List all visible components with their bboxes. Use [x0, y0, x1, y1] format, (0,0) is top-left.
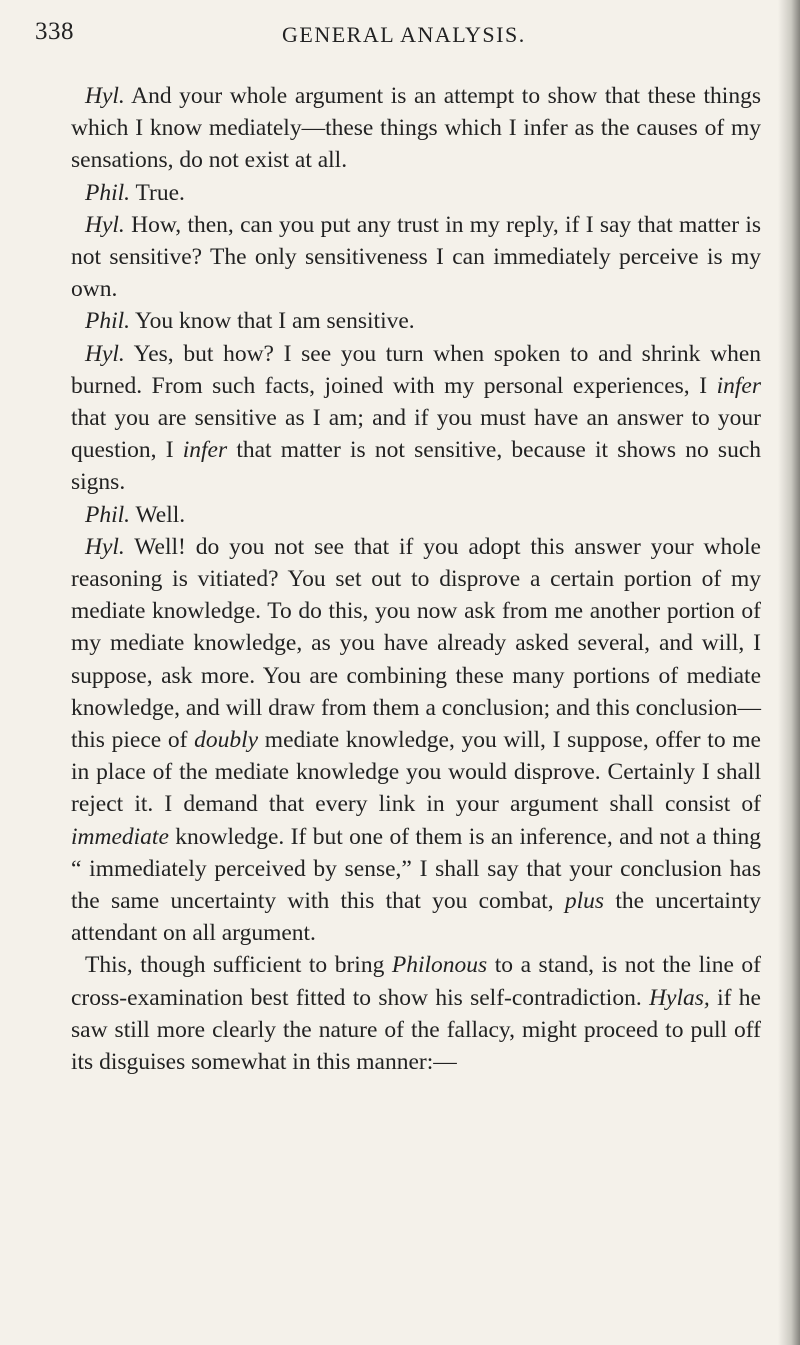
narrative-paragraph — [71, 949, 761, 1078]
dialogue-text: You know that I am sensitive. — [130, 308, 415, 335]
dialogue-text: mediate knowledge, you will, I suppose, offer to me in place of the mediate knowledge you would disprove. Certainly I shall reject it. I demand that every link in your argument shall consist of — [71, 727, 761, 818]
dialogue-text: True. — [130, 179, 185, 206]
emphasis-text: doubly — [194, 727, 259, 754]
narrative-text: if he saw still more clearly the nature of the fallacy, might proceed to pull off its disguises somewhat in this manner:— — [71, 984, 761, 1076]
page-number: 338 — [35, 18, 74, 45]
dialogue-paragraph-5 — [71, 338, 761, 499]
emphasis-text: infer — [182, 437, 228, 464]
speaker-label: Hyl. — [85, 533, 125, 560]
page-binding-shadow — [778, 0, 800, 1345]
dialogue-text: Well. — [130, 501, 186, 528]
speaker-label: Phil. — [85, 179, 131, 206]
dialogue-text: the uncertainty attendant on all argument. — [71, 888, 761, 947]
dialogue-text: And your whole argument is an attempt to show that these things which I know mediately—these things which I infer as the causes of my sensations, do not exist at all. — [71, 83, 761, 174]
emphasis-text: Philonous — [391, 952, 488, 979]
dialogue-paragraph-2 — [71, 177, 761, 209]
dialogue-text: knowledge. If but one of them is an inference, and not a thing “ immediately perceived by sense,” I shall say that your conclusion has the same uncertainty with this that you combat, — [71, 823, 761, 915]
emphasis-text: immediate — [71, 823, 169, 850]
dialogue-paragraph-3 — [71, 209, 761, 306]
dialogue-text: that matter is not sensitive, because it shows no such signs. — [71, 437, 762, 496]
dialogue-paragraph-4 — [71, 305, 761, 337]
dialogue-text: Well! do you not see that if you adopt this answer your whole reasoning is vitiated? You set out to disprove a certain portion of my mediate knowledge. To do this, you now ask from me another portion of my mediate knowledge, as you have already asked several, and will, I suppose, ask more. You are combining these many portions of mediate knowledge, and will draw from them a conclusion; and this conclusion—this piece of — [71, 533, 761, 754]
dialogue-paragraph-1 — [71, 80, 761, 177]
speaker-label: Phil. — [85, 308, 131, 335]
emphasis-text: plus — [564, 888, 605, 915]
narrative-text: to a stand, is not the line of cross-examination best fitted to show his self-contradiction. — [71, 952, 762, 1011]
dialogue-text: Yes, but how? I see you turn when spoken to and shrink when burned. From such facts, joined with my personal experiences, I — [71, 340, 761, 399]
dialogue-paragraph-6 — [71, 499, 761, 531]
emphasis-text: Hylas, — [649, 984, 710, 1011]
narrative-text: This, though sufficient to bring — [85, 952, 392, 979]
speaker-label: Hyl. — [85, 83, 125, 109]
running-head: GENERAL ANALYSIS. — [282, 22, 526, 47]
emphasis-text: infer — [716, 372, 761, 399]
speaker-label: Hyl. — [85, 340, 125, 367]
speaker-label: Phil. — [85, 501, 131, 528]
speaker-label: Hyl. — [85, 211, 125, 238]
dialogue-paragraph-7 — [71, 531, 761, 950]
dialogue-text: How, then, can you put any trust in my reply, if I say that matter is not sensitive? The only sensitiveness I can immediately perceive is my own. — [71, 211, 761, 303]
page-text — [71, 80, 761, 1078]
dialogue-text: that you are sensitive as I am; and if you must have an answer to your question, I — [71, 405, 761, 464]
